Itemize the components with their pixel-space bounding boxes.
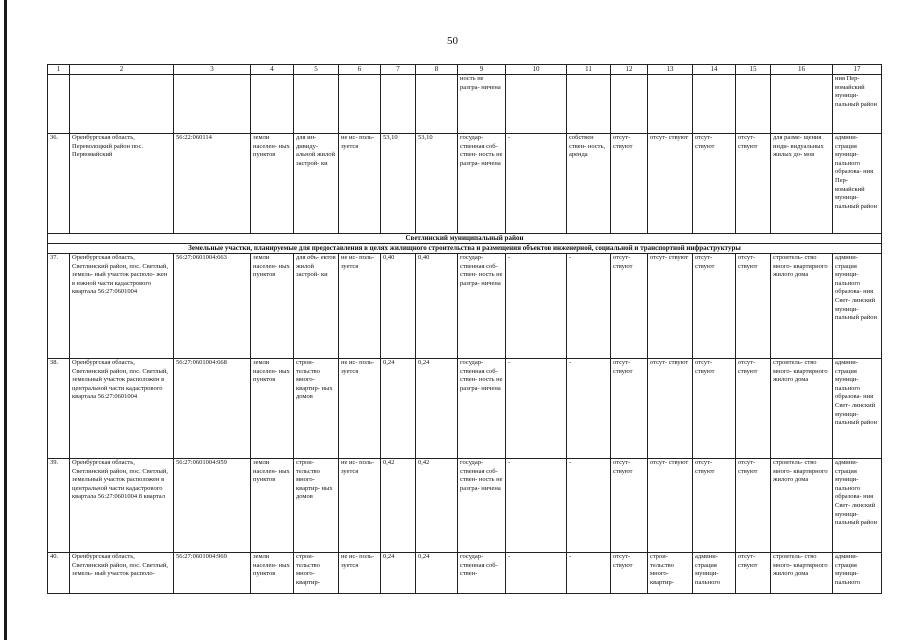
category-cell: земли населен- ных пунктов	[251, 254, 294, 359]
col-num: 17	[833, 65, 882, 75]
col-num: 8	[416, 65, 458, 75]
cadastral-cell: 56:27:0601004:959	[174, 459, 251, 553]
purpose-cell: строитель- ство много- квартирного жилого дома	[771, 553, 833, 594]
col11-cell: -	[567, 459, 611, 553]
status-cell: не ис- поль- зуется	[339, 254, 381, 359]
ownership-cell: государ- ственная соб- ствен- ность не разгра- ничена	[458, 459, 506, 553]
area-total-cell: 0,24	[381, 553, 416, 594]
cadastral-cell: 56:22:060114	[174, 134, 251, 234]
use-cell: строи- тельство много- квартир- ных домов	[294, 359, 339, 459]
col11-cell: -	[567, 254, 611, 359]
address-cell: Оренбургская область, Светлинский район, пос. Светлый, земельный участок расположен в центральной части кадастрового квартала 56:27:0601004 8 квартал	[70, 459, 174, 553]
col13-cell: отсут- ствуют	[648, 359, 693, 459]
col12-cell: отсут- ствуют	[611, 553, 648, 594]
page-number: 50	[447, 35, 458, 47]
col12-cell: отсут- ствуют	[611, 134, 648, 234]
col14-cell: отсут- ствуют	[693, 254, 736, 359]
address-cell: Оренбургская область, Светлинский район, пос. Светлый, земель- ный участок располо-	[70, 553, 174, 594]
ownership-cell: государ- ственная соб- ствен- ность не разгра- ничена	[458, 254, 506, 359]
col14-cell: отсут- ствуют	[693, 459, 736, 553]
admin-cell: админи- страция муници- пального образова- ния Пер- вомайский муници- пальный район	[833, 134, 882, 234]
col-num: 2	[70, 65, 174, 75]
col-num: 1	[48, 65, 70, 75]
row-number: 40.	[48, 553, 70, 594]
area-free-cell: 0,24	[416, 359, 458, 459]
col-num: 10	[506, 65, 567, 75]
col-num: 16	[771, 65, 833, 75]
status-cell: не ис- поль- зуется	[339, 134, 381, 234]
col13-cell: строи- тельство много- квартир-	[648, 553, 693, 594]
col12-cell: отсут- ствуют	[611, 254, 648, 359]
col14-cell: админи- страция муници- пального	[693, 553, 736, 594]
table-row	[48, 459, 882, 553]
address-cell: Оренбургская область, Светлинский район, пос. Светлый, земельный участок расположен в центральной части кадастрового квартала 56:27:0601004	[70, 359, 174, 459]
col-num: 5	[294, 65, 339, 75]
subsection-title: Земельные участки, планируемые для предоставления в целях жилищного строительства и размещения объектов инженерной, социальной и транспортной инфраструктуры	[48, 244, 882, 254]
address-cell: Оренбургская область, Переволоцкий район пос. Первомайский	[70, 134, 174, 234]
cadastral-cell: 56:27:0601004:969	[174, 553, 251, 594]
col15-cell: отсут- ствуют	[736, 553, 771, 594]
col11-cell: собствен ствен- ность, аренда	[567, 134, 611, 234]
col12-cell: отсут- ствуют	[611, 359, 648, 459]
col10-cell: -	[506, 359, 567, 459]
col-num: 6	[339, 65, 381, 75]
ownership-cell: государ- ственная соб- ствен- ность не разгра- ничена	[458, 134, 506, 234]
area-total-cell: 53,10	[381, 134, 416, 234]
col-num: 15	[736, 65, 771, 75]
col10-cell: -	[506, 254, 567, 359]
page-edge-shadow	[4, 0, 7, 640]
table-row	[48, 134, 882, 234]
purpose-cell: строитель- ство много- квартирного жилого дома	[771, 254, 833, 359]
col13-cell: отсут- ствуют	[648, 134, 693, 234]
area-free-cell: 0,24	[416, 553, 458, 594]
category-cell: земли населен- ных пунктов	[251, 459, 294, 553]
section-heading-row	[48, 234, 882, 244]
row-number: 39.	[48, 459, 70, 553]
use-cell: строи- тельство много- квартир- ных домов	[294, 459, 339, 553]
col-num: 7	[381, 65, 416, 75]
use-cell: строи- тельство много- квартир-	[294, 553, 339, 594]
land-plots-table	[47, 64, 882, 594]
table-row	[48, 254, 882, 359]
admin-cell: админи- страция муници- пального образова- ния Свет- линский муници- пальный район	[833, 254, 882, 359]
purpose-cell: для разме- щения инди- видуальных жилых до- мов	[771, 134, 833, 234]
purpose-cell: строитель- ство много- квартирного жилого дома	[771, 459, 833, 553]
admin-cell: ния Пер- вомайский муници- пальный район	[833, 75, 882, 134]
status-cell: не ис- поль- зуется	[339, 459, 381, 553]
subsection-heading-row	[48, 244, 882, 254]
col13-cell: отсут- ствуют	[648, 459, 693, 553]
admin-cell: админи- страция муници- пального	[833, 553, 882, 594]
col15-cell: отсут- ствуют	[736, 459, 771, 553]
category-cell: земли населен- ных пунктов	[251, 134, 294, 234]
col-num: 13	[648, 65, 693, 75]
col10-cell: -	[506, 459, 567, 553]
ownership-cell: ность не разгра- ничена	[458, 75, 506, 134]
use-cell: для объ- ектов жилой застрой- ки	[294, 254, 339, 359]
col-num: 4	[251, 65, 294, 75]
col15-cell: отсут- ствуют	[736, 359, 771, 459]
table-row	[48, 553, 882, 594]
cadastral-cell: 56:27:0601004:663	[174, 254, 251, 359]
col-num: 11	[567, 65, 611, 75]
col-num: 14	[693, 65, 736, 75]
category-cell: земли населен- ных пунктов	[251, 553, 294, 594]
area-total-cell: 0,42	[381, 459, 416, 553]
col10-cell: -	[506, 553, 567, 594]
row-number: 37.	[48, 254, 70, 359]
area-free-cell: 0,42	[416, 459, 458, 553]
area-free-cell: 53,10	[416, 134, 458, 234]
row-number: 36.	[48, 134, 70, 234]
admin-cell: админи- страция муници- пального образова- ния Свет- линский муници- пальный район	[833, 459, 882, 553]
table-row	[48, 75, 882, 134]
status-cell: не ис- поль- зуется	[339, 553, 381, 594]
area-total-cell: 0,24	[381, 359, 416, 459]
ownership-cell: государ- ственная соб- ствен-	[458, 553, 506, 594]
section-title: Светлинский муниципальный район	[48, 234, 882, 244]
address-cell: Оренбургская область, Светлинский район, пос. Светлый, земель- ный участок располо- жен в южной части кадастрового квартала 56:27:0601004	[70, 254, 174, 359]
cadastral-cell: 56:27:0601004:668	[174, 359, 251, 459]
col10-cell: -	[506, 134, 567, 234]
col14-cell: отсут- ствуют	[693, 134, 736, 234]
col11-cell: -	[567, 553, 611, 594]
col-num: 9	[458, 65, 506, 75]
purpose-cell: строитель- ство много- квартирного жилого дома	[771, 359, 833, 459]
table-row	[48, 359, 882, 459]
col15-cell: отсут- ствуют	[736, 254, 771, 359]
area-free-cell: 0,40	[416, 254, 458, 359]
col14-cell: отсут- ствуют	[693, 359, 736, 459]
status-cell: не ис- поль- зуется	[339, 359, 381, 459]
col15-cell: отсут- ствуют	[736, 134, 771, 234]
use-cell: для ин- дивиду- альной жилой застрой- ки	[294, 134, 339, 234]
row-number: 38.	[48, 359, 70, 459]
admin-cell: админи- страция муници- пального образова- ния Свет- линский муници- пальный район	[833, 359, 882, 459]
col11-cell: -	[567, 359, 611, 459]
area-total-cell: 0,40	[381, 254, 416, 359]
category-cell: земли населен- ных пунктов	[251, 359, 294, 459]
col13-cell: отсут- ствуют	[648, 254, 693, 359]
ownership-cell: государ- ственная соб- ствен- ность не разгра- ничена	[458, 359, 506, 459]
column-number-row	[48, 65, 882, 75]
col-num: 12	[611, 65, 648, 75]
col-num: 3	[174, 65, 251, 75]
col12-cell: отсут- ствуют	[611, 459, 648, 553]
